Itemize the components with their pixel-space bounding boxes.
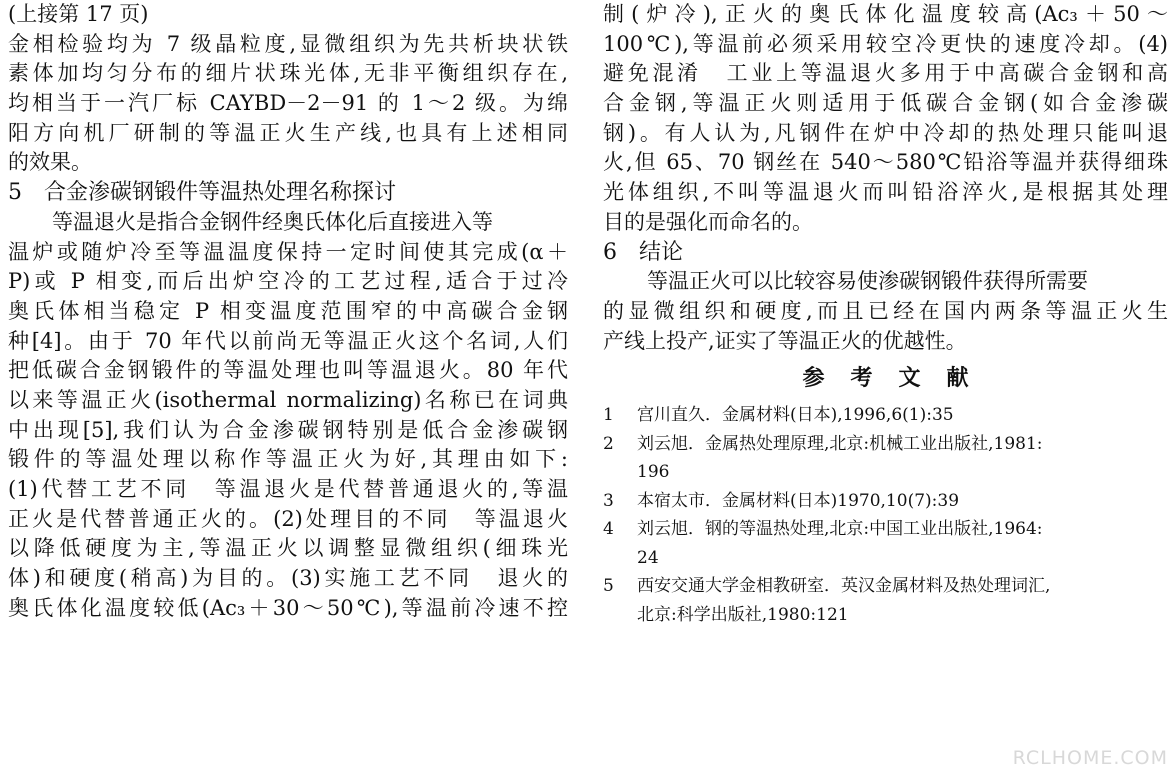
text-line: 体)和硬度(稍高)为目的。(3)实施工艺不同 退火的 [8, 566, 568, 591]
reference-item [603, 430, 1168, 487]
reference-text: 本宿太市．金属材料(日本)1970,10(7):39 [637, 490, 960, 511]
text-line: (1)代替工艺不同 等温退火是代替普通退火的,等温 [8, 477, 568, 501]
text-line: 目的是强化而命名的。 [603, 209, 813, 234]
section-heading: 6 结论 [603, 239, 683, 265]
text-line: 避免混淆 工业上等温退火多用于中高碳合金钢和高 [603, 61, 1168, 86]
right-column [603, 0, 1168, 629]
text-line: 光体组织,不叫等温退火而叫铅浴淬火,是根据其处理 [603, 180, 1168, 205]
text-line: 素体加均匀分布的细片状珠光体,无非平衡组织存在, [8, 61, 568, 86]
text-line: 阳方向机厂研制的等温正火生产线,也具有上述相同 [8, 120, 568, 145]
references-list [603, 401, 1168, 629]
text-line: 奥氏体相当稳定 P 相变温度范围窄的中高碳合金钢 [8, 298, 568, 323]
text-line: 的显微组织和硬度,而且已经在国内两条等温正火生 [603, 298, 1168, 323]
reference-item [603, 515, 1168, 572]
text-line: 100℃),等温前必须采用较空冷更快的速度冷却。(4) [603, 31, 1168, 56]
text-line: P)或 P 相变,而后出炉空冷的工艺过程,适合于过冷 [8, 269, 568, 294]
text-line: 火,但 65、70 钢丝在 540～580℃铅浴等温并获得细珠 [603, 150, 1168, 175]
text-line: 产线上投产,证实了等温正火的优越性。 [603, 328, 967, 353]
text-line: 的效果。 [8, 150, 92, 175]
reference-number: 1 [603, 405, 614, 426]
reference-item [603, 572, 1168, 629]
text-line: 等温退火是指合金钢件经奥氏体化后直接进入等 [52, 209, 493, 234]
reference-text: 北京:科学出版社,1980:121 [637, 604, 849, 625]
reference-text: 刘云旭．金属热处理原理,北京:机械工业出版社,1981: [637, 433, 1043, 454]
text-line: 等温正火可以比较容易使渗碳钢锻件获得所需要 [647, 269, 1088, 294]
reference-text: 西安交通大学金相教研室．英汉金属材料及热处理词汇, [637, 576, 1051, 597]
text-line: 制(炉冷),正火的奥氏体化温度较高(Ac₃＋50～ [603, 2, 1168, 26]
reference-number: 4 [603, 519, 614, 540]
left-column [8, 0, 568, 623]
text-line: 以来等温正火(isothermal normalizing)名称已在词典 [8, 387, 568, 412]
text-line: (上接第 17 页) [8, 2, 149, 26]
section-heading: 5 合金渗碳钢锻件等温热处理名称探讨 [8, 180, 396, 206]
text-line: 以降低硬度为主,等温正火以调整显微组织(细珠光 [8, 536, 568, 561]
reference-item [603, 487, 1168, 516]
text-line: 合金钢,等温正火则适用于低碳合金钢(如合金渗碳 [603, 91, 1168, 116]
text-line: 正火是代替普通正火的。(2)处理目的不同 等温退火 [8, 506, 568, 531]
reference-text: 196 [637, 462, 670, 483]
text-line: 奥氏体化温度较低(Ac₃＋30～50℃),等温前冷速不控 [8, 595, 568, 620]
reference-text: 宫川直久．金属材料(日本),1996,6(1):35 [637, 405, 954, 426]
text-line: 中出现[5],我们认为合金渗碳钢特别是低合金渗碳钢 [8, 417, 568, 442]
watermark: RCLHOME.COM [1012, 747, 1168, 769]
reference-text: 刘云旭．钢的等温热处理,北京:中国工业出版社,1964: [637, 519, 1043, 540]
text-line: 种[4]。由于 70 年代以前尚无等温正火这个名词,人们 [8, 328, 568, 353]
text-line: 把低碳合金钢锻件的等温处理也叫等温退火。80 年代 [8, 358, 568, 383]
reference-text: 24 [637, 547, 659, 568]
reference-number: 3 [603, 490, 614, 511]
text-line: 锻件的等温处理以称作等温正火为好,其理由如下: [8, 447, 568, 472]
reference-number: 2 [603, 433, 614, 454]
text-line: 温炉或随炉冷至等温温度保持一定时间使其完成(α＋ [8, 239, 568, 264]
text-line: 均相当于一汽厂标 CAYBD－2－91 的 1～2 级。为绵 [8, 91, 568, 116]
text-line: 钢)。有人认为,凡钢件在炉中冷却的热处理只能叫退 [603, 120, 1168, 145]
reference-number: 5 [603, 576, 614, 597]
right-column-body [603, 0, 1168, 356]
text-line: 金相检验均为 7 级晶粒度,显微组织为先共析块状铁 [8, 31, 568, 56]
reference-item [603, 401, 1168, 430]
references-title: 参考文献 [802, 365, 995, 392]
